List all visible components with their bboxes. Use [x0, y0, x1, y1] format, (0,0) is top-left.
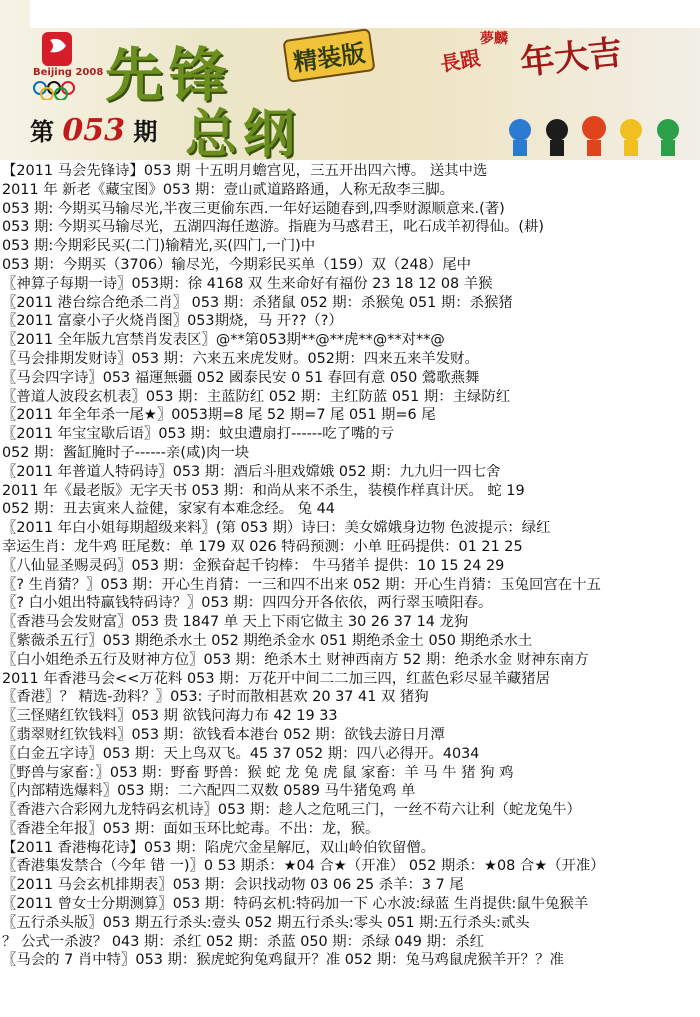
prediction-line: 2011 年《最老版》无字天书 053 期：和尚从来不杀生，装模作样真计厌。 蛇 19 — [2, 482, 525, 499]
prediction-line: 〖香港〗？ 精选-劲料？〗053: 子时而散相甚欢 20 37 41 双 猪狗 — [2, 689, 429, 706]
prediction-line: 〖香港全年报〗053 期：面如玉环比蛇毒。不出：龙，猴。 — [2, 820, 380, 837]
issue-suffix: 期 — [133, 117, 158, 146]
prediction-line: 〖2011 马会玄机排期表〗053 期：会识找动物 03 06 25 杀羊：3 7 尾 — [2, 877, 464, 894]
prediction-line: 〖马会四字诗〗053 福運無疆 052 國泰民安 0 51 春回有意 050 鶯歌燕舞 — [2, 369, 480, 386]
olympic-text: Beijing 2008 — [33, 67, 104, 78]
prediction-line: 〖白小姐绝杀五行及财神方位〗053 期：绝杀木土 财神西南方 52 期：绝杀水金 财神东南方 — [2, 651, 589, 668]
prediction-line: 〖八仙显圣赐灵码〗053 期：金猴奋起千钧棒： 牛马猪羊 提供：10 15 24 29 — [2, 557, 505, 574]
prediction-line: 〖2011 年普道人特码诗〗053 期：酒后斗胆戏嫦娥 052 期：九九归一四七舍 — [2, 463, 501, 480]
prediction-line: 053 期: 今期买马输尽光，五湖四海任遨游。指鹿为马惑君王，叱石成羊初得仙。(耕) — [2, 219, 544, 236]
prediction-line: 〖2011 曾女士分期测算〗053 期：特码玄机:特码加一下 心水波:绿蓝 生肖提供:鼠牛兔猴羊 — [2, 896, 589, 913]
mascots-icon — [505, 110, 695, 158]
prediction-line: 〖2011 年白小姐每期超级来料〗(第 053 期）诗曰：美女嫦娥身边物 色波提示：绿红 — [2, 520, 551, 537]
prediction-line: 〖香港马会发财富〗053 贵 1847 单 天上下雨它做主 30 26 37 14 龙狗 — [2, 614, 469, 631]
issue-label — [30, 112, 157, 148]
banner-top-strip — [30, 0, 700, 28]
prediction-line: 【2011 香港梅花诗】053 期：陷虎穴金星解厄，双山岭伯钦留僧。 — [2, 839, 436, 856]
prediction-line: 053 期:今期彩民买(二门)输精光,买(四门,一门)中 — [2, 238, 316, 255]
prediction-line: 053 期：今期买（3706）输尽光，今期彩民买单（159）双（248）尾中 — [2, 256, 471, 273]
edition-badge: 精装版 — [282, 28, 375, 83]
prediction-line: 〖神算子每期一诗〗053期：徐 4168 双 生来命好有福份 23 18 12 08 羊猴 — [2, 275, 493, 292]
issue-number: 053 — [62, 113, 125, 148]
header-banner — [0, 0, 700, 160]
slogan-text: 年大吉 — [518, 32, 625, 84]
follow-label: 長跟 — [438, 45, 483, 77]
prediction-line: 〖翡翠财红钦钱料〗053 期：欲钱看本港台 052 期：欲钱去游日月潭 — [2, 726, 445, 743]
prediction-line: 〖香港集发禁合（今年 错 一)〗0 53 期杀：★04 合★（开准） 052 期杀：★08 合★（开准） — [2, 858, 605, 875]
prediction-line: 〖2011 全年版九宫禁肖发表区〗@**第053期**@**虎**@**对**@ — [2, 332, 445, 349]
prediction-line: 053 期: 今期买马输尽光,半夜三更偷东西.一年好运随春到,四季财源顺意来.(著) — [2, 200, 505, 217]
prediction-line: 〖三怪赌红钦钱料〗053 期 欲钱问海力布 42 19 33 — [2, 708, 338, 725]
brand-mark: 夢麟 — [480, 31, 508, 47]
prediction-line: 2011 年香港马会<<万花料 053 期：万花开中间二二加三四，红蓝色彩尽显羊藏猪居 — [2, 670, 551, 687]
prediction-line: 052 期：酱缸腌时子------亲(咸)肉一块 — [2, 444, 250, 461]
prediction-line: 〖香港六合彩网九龙特码玄机诗〗053 期：趁人之危吼三门，一丝不苟六让利（蛇龙兔牛） — [2, 802, 581, 819]
prediction-line: 〖马会的 7 肖中特〗053 期：猴虎蛇狗兔鸡鼠开？准 052 期：兔马鸡鼠虎猴羊开？？准 — [2, 952, 564, 969]
prediction-line: 〖? 白小姐出特赢钱特码诗？〗053 期：四四分开各依依，两行翠玉喷阳春。 — [2, 595, 493, 612]
prediction-line: 〖内部精选爆料〗053 期：二六配四二双数 0589 马牛猪兔鸡 单 — [2, 783, 416, 800]
prediction-line: 〖普道人波段玄机表〗053 期：主蓝防红 052 期：主红防蓝 051 期：主绿防红 — [2, 388, 511, 405]
prediction-line: 〖五行杀头版〗053 期五行杀头:壹头 052 期五行杀头:零头 051 期:五行杀头:贰头 — [2, 914, 530, 931]
prediction-line: 〖野兽与家畜：〗053 期：野畜 野兽：猴 蛇 龙 兔 虎 鼠 家畜：羊 马 牛 猪 狗 鸡 — [2, 764, 514, 781]
prediction-line: 【2011 马会先锋诗】053 期 十五明月蟾宫见，三五开出四六博。 送其中选 — [2, 163, 488, 179]
prediction-line: 〖紫薇杀五行〗053 期绝杀水土 052 期绝杀金水 051 期绝杀金土 050 期绝杀水土 — [2, 632, 533, 649]
prediction-line: 〖2011 港台综合绝杀二肖〗 053 期：杀猪鼠 052 期：杀猴兔 051 期：杀猴猪 — [2, 294, 513, 311]
prediction-line: 〖2011 年全年杀一尾★〗0053期=8 尾 52 期=7 尾 051 期=6 尾 — [2, 407, 436, 424]
prediction-line: 〖2011 富豪小子火烧肖图〗053期烧，马 开??（?） — [2, 313, 343, 330]
prediction-line: ？ 公式一杀波？ 043 期：杀红 052 期：杀蓝 050 期：杀绿 049 期：杀红 — [2, 933, 485, 950]
prediction-line: 〖2011 年宝宝歇后语〗053 期：蚊虫遭扇打------吃了嘴的亏 — [2, 426, 395, 443]
banner-title-part2: 总纲 — [185, 104, 302, 160]
predictions-list — [0, 162, 700, 1017]
prediction-line: 幸运生肖：龙牛鸡 旺尾数：单 179 双 026 特码预测：小单 旺码提供：01 21 25 — [2, 538, 523, 555]
prediction-line: 2011 年 新老《藏宝图》053 期：壹山贰道路路通，人称无敌李三脚。 — [2, 181, 454, 198]
issue-prefix: 第 — [30, 117, 54, 146]
prediction-line: 〖白金五字诗〗053 期：天上鸟双飞。45 37 052 期：四八必得开。4034 — [2, 745, 480, 762]
prediction-line: 052 期：丑去寅来人益健，家家有本难念经。 兔 44 — [2, 501, 335, 518]
banner-title-part1: 先锋 — [105, 41, 234, 109]
olympic-logo-icon — [30, 30, 88, 100]
prediction-line: 〖? 生肖猜？〗053 期：开心生肖猜：一三和四不出来 052 期：开心生肖猜：玉兔回宫在十五 — [2, 576, 601, 593]
prediction-line: 〖马会排期发财诗〗053 期：六来五来虎发财。052期：四来五来羊发财。 — [2, 350, 479, 367]
